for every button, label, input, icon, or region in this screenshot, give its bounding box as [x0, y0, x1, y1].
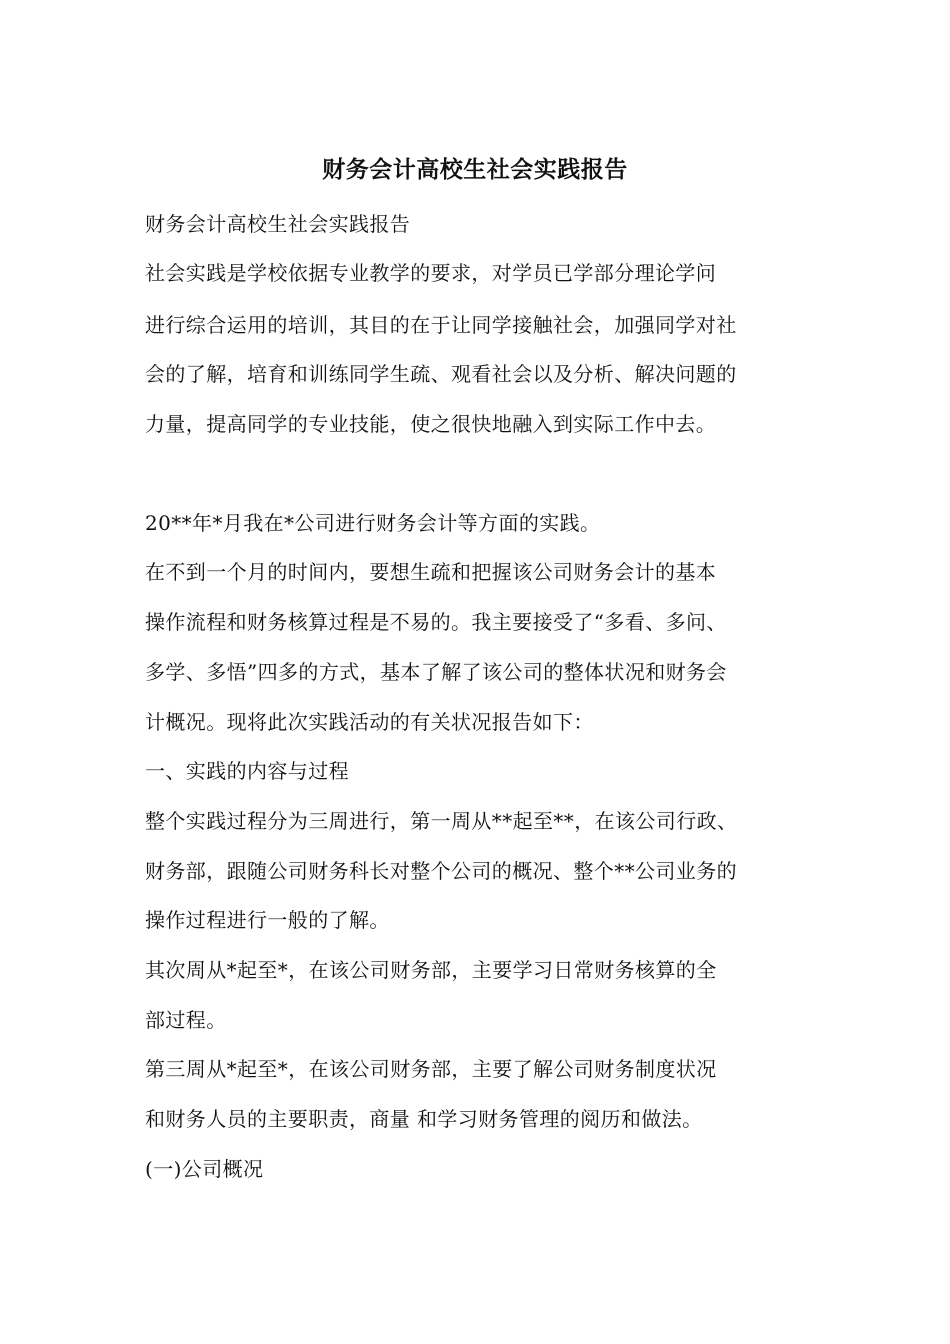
paragraph-line: 进行综合运用的培训，其目的在于让同学接触社会，加强同学对社 [145, 313, 737, 337]
paragraph-line: 计概况。现将此次实践活动的有关状况报告如下： [145, 710, 594, 734]
paragraph-line: 整个实践过程分为三周进行，第一周从**起至**，在该公司行政、 [145, 809, 738, 833]
paragraph-line: 操作流程和财务核算过程是不易的。我主要接受了“多看、多问、 [145, 610, 727, 634]
paragraph-line: 多学、多悟”四多的方式，基本了解了该公司的整体状况和财务会 [145, 660, 727, 684]
paragraph-line: 部过程。 [145, 1008, 227, 1032]
section-heading: 一、实践的内容与过程 [145, 759, 349, 783]
paragraph-line: 力量，提高同学的专业技能，使之很快地融入到实际工作中去。 [145, 412, 717, 436]
paragraph-line: 社会实践是学校依据专业教学的要求，对学员已学部分理论学问 [145, 261, 717, 285]
paragraph-line: 会的了解，培育和训练同学生疏、观看社会以及分析、解决问题的 [145, 362, 737, 386]
paragraph-line: 其次周从*起至*，在该公司财务部，主要学习日常财务核算的全 [145, 958, 717, 982]
paragraph-line: 操作过程进行一般的了解。 [145, 908, 390, 932]
paragraph-line: 财务部，跟随公司财务科长对整个公司的概况、整个**公司业务的 [145, 859, 737, 883]
paragraph-line: 在不到一个月的时间内，要想生疏和把握该公司财务会计的基本 [145, 560, 717, 584]
paragraph-line: 和财务人员的主要职责，商量 和学习财务管理的阅历和做法。 [145, 1107, 703, 1131]
paragraph-line: 20**年*月我在*公司进行财务会计等方面的实践。 [145, 511, 601, 535]
paragraph-line: 财务会计高校生社会实践报告 [145, 212, 411, 236]
subsection-heading: (一)公司概况 [145, 1157, 264, 1181]
paragraph-line: 第三周从*起至*，在该公司财务部，主要了解公司财务制度状况 [145, 1057, 717, 1081]
document-title: 财务会计高校生社会实践报告 [322, 156, 628, 183]
